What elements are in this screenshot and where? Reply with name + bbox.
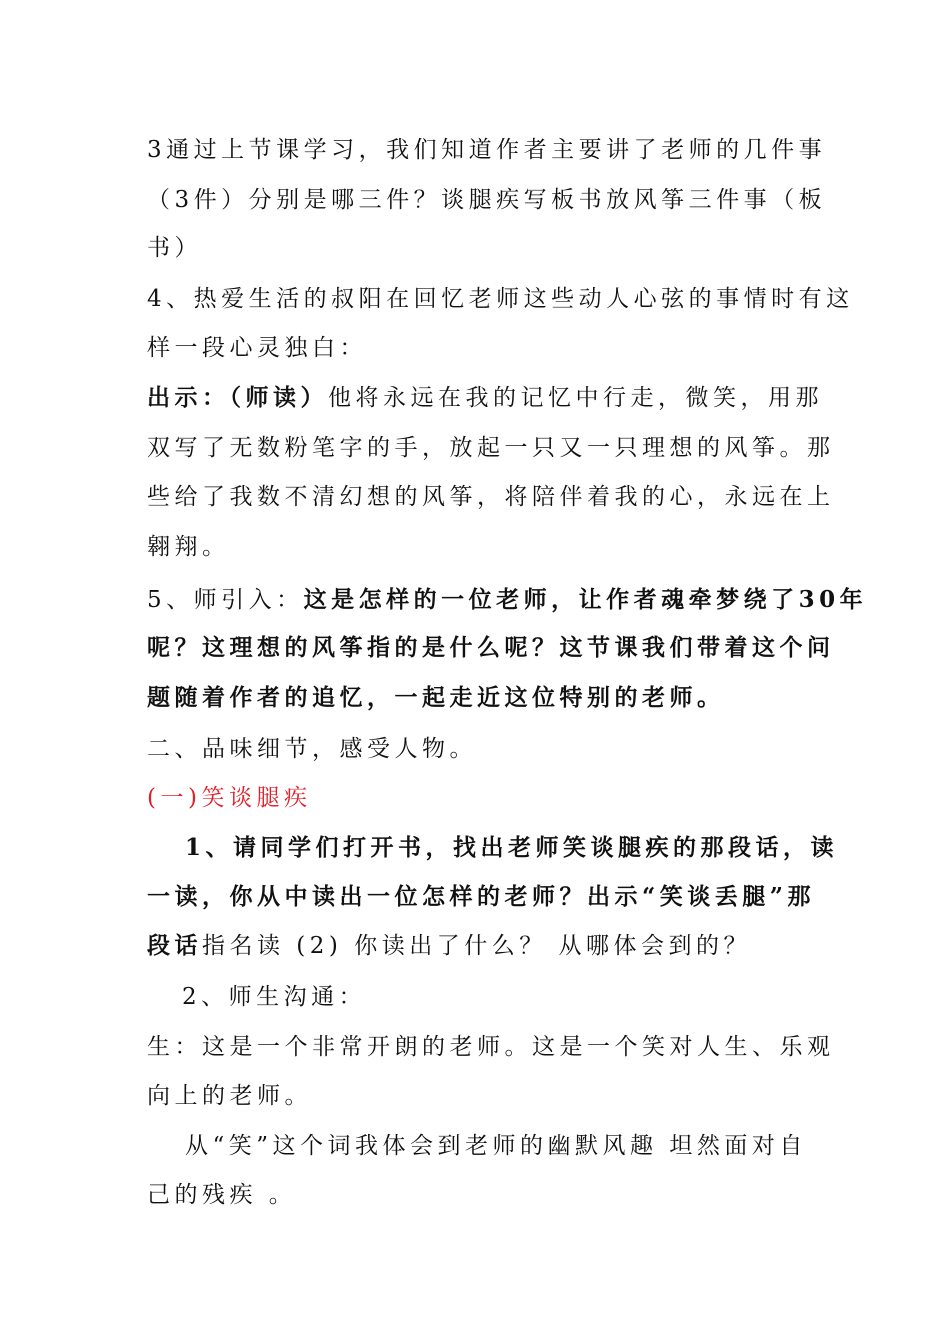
question-1-line-1: 1、请同学们打开书，找出老师笑谈腿疾的那段话，读 (185, 834, 839, 861)
paragraph-5-line-2: 呢？这理想的风筝指的是什么呢？这节课我们带着这个问 (147, 634, 835, 661)
question-1-line-3 (147, 926, 807, 966)
laugh-analysis-line-2: 己的残疾 。 (147, 1182, 297, 1208)
show-line-3: 些给了我数不清幻想的风筝，将陪伴着我的心，永远在上 (147, 484, 835, 510)
student-answer-line-2: 向上的老师。 (147, 1083, 312, 1109)
paragraph-5-line-1 (147, 580, 868, 620)
question-1-instruction: 指名读 (2) 你读出了什么？ 从哪体会到的？ (202, 933, 752, 959)
paragraph-5-prefix: 5、师引入： (147, 587, 304, 613)
question-1-line-2: 一读，你从中读出一位怎样的老师？出示“笑谈丢腿”那 (147, 883, 815, 910)
paragraph-5-line-3: 题随着作者的追忆，一起走近这位特别的老师。 (147, 684, 725, 711)
paragraph-3-line-1: 3通过上节课学习，我们知道作者主要讲了老师的几件事 (147, 137, 827, 163)
question-2: 2、师生沟通： (182, 984, 367, 1010)
show-label: 出示：（师读） (147, 384, 328, 411)
paragraph-4-line-2: 样一段心灵独白： (147, 335, 367, 361)
question-1-bold-end: 段话 (147, 932, 202, 959)
paragraph-3-line-3: 书） (147, 235, 202, 261)
show-line-1 (147, 378, 823, 418)
student-answer-line-1: 生：这是一个非常开朗的老师。这是一个笑对人生、乐观 (147, 1034, 835, 1060)
paragraph-3-line-2: （3件）分别是哪三件？谈腿疾写板书放风筝三件事（板 (147, 187, 827, 213)
show-line-4: 翱翔。 (147, 534, 230, 560)
show-quote-start: 他将永远在我的记忆中行走，微笑，用那 (328, 385, 823, 411)
section-2-heading: 二、品味细节，感受人物。 (147, 736, 477, 762)
subsection-1-heading: (一)笑谈腿疾 (147, 785, 312, 811)
show-line-2: 双写了无数粉笔字的手，放起一只又一只理想的风筝。那 (147, 435, 835, 461)
paragraph-5-question: 这是怎样的一位老师，让作者魂牵梦绕了30年 (303, 586, 868, 613)
laugh-analysis-line-1: 从“笑”这个词我体会到老师的幽默风趣 坦然面对自 (185, 1133, 807, 1159)
paragraph-4-line-1: 4、热爱生活的叔阳在回忆老师这些动人心弦的事情时有这 (147, 286, 854, 312)
